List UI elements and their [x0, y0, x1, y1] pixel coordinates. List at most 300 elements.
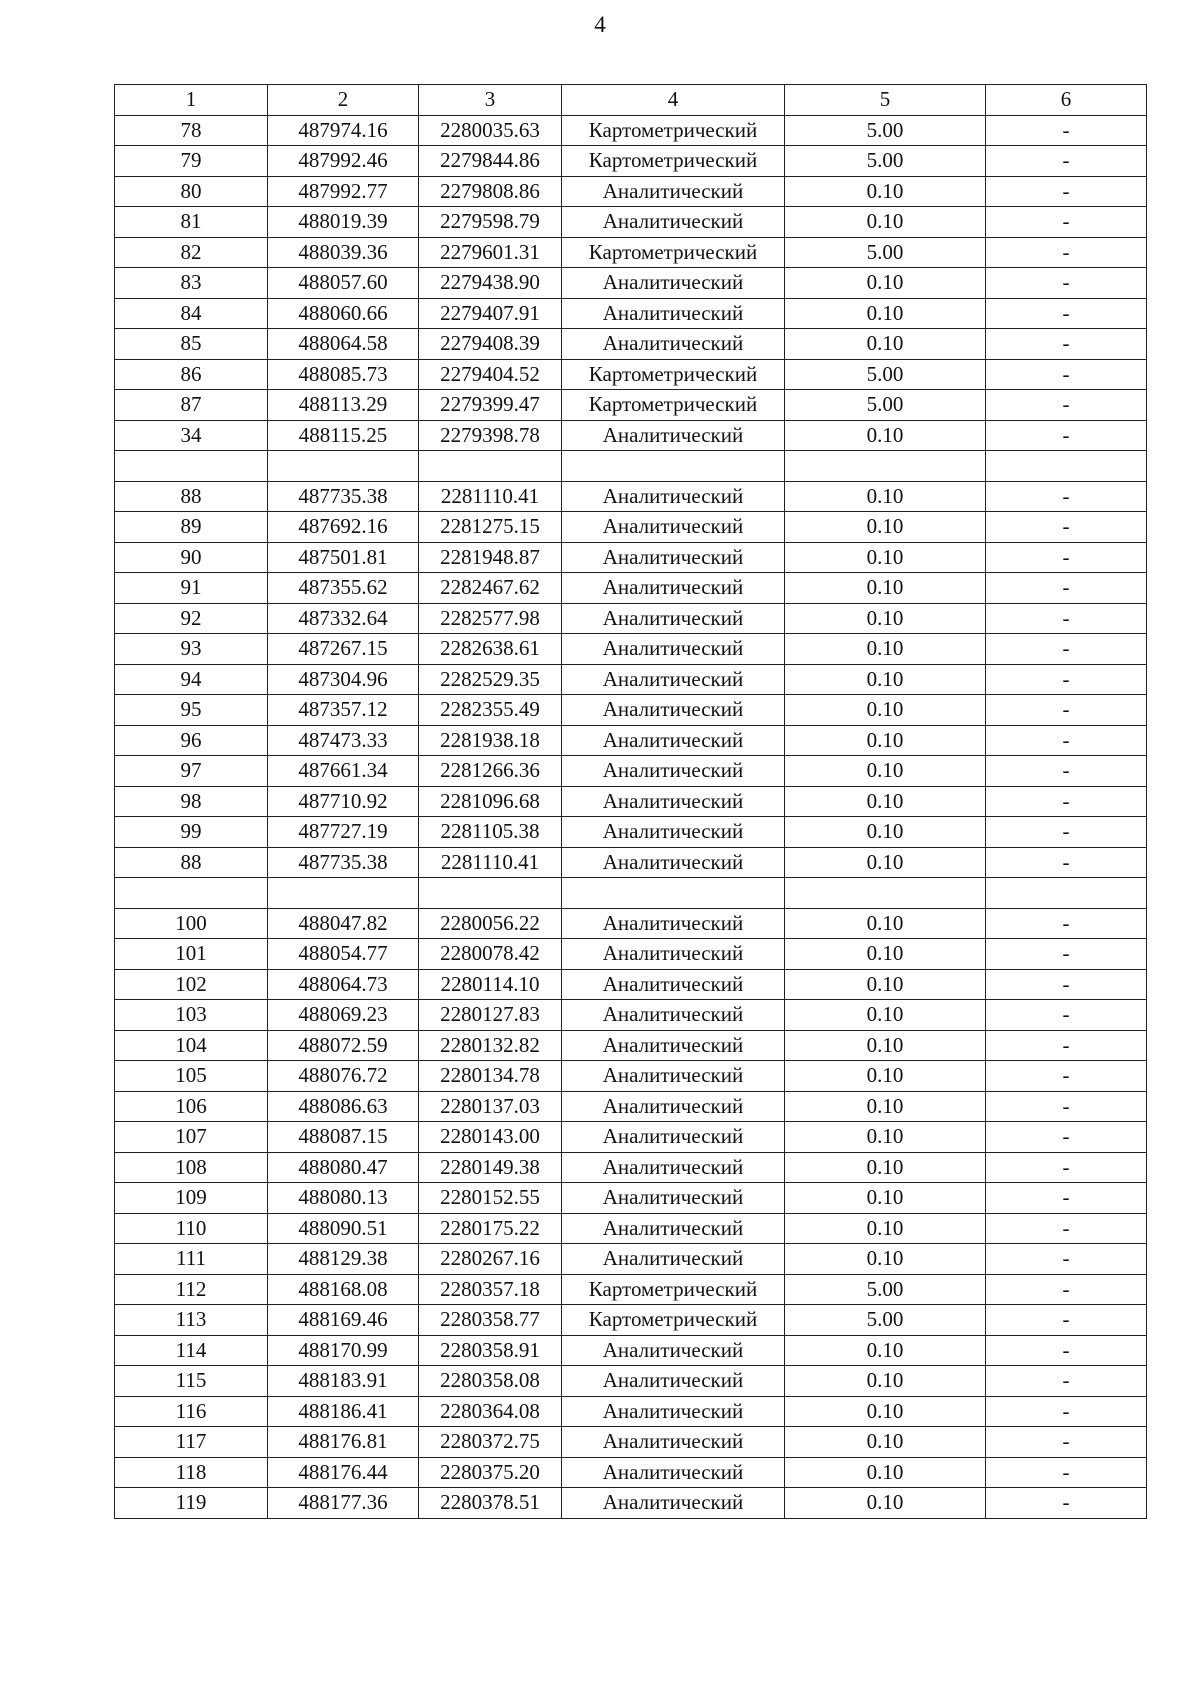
- table-cell: 5.00: [785, 237, 986, 268]
- table-cell: 2280143.00: [419, 1122, 562, 1153]
- table-cell: Картометрический: [562, 146, 785, 177]
- table-cell: 2281110.41: [419, 847, 562, 878]
- table-cell: 488054.77: [268, 939, 419, 970]
- table-cell: 488047.82: [268, 908, 419, 939]
- table-cell: -: [986, 1244, 1147, 1275]
- table-cell: 2280375.20: [419, 1457, 562, 1488]
- table-cell: 487735.38: [268, 481, 419, 512]
- header-cell: 1: [115, 85, 268, 116]
- table-cell: -: [986, 176, 1147, 207]
- table-row: [115, 725, 1147, 756]
- table-cell: -: [986, 1000, 1147, 1031]
- table-row: [115, 359, 1147, 390]
- table-cell: 487710.92: [268, 786, 419, 817]
- table-cell: -: [986, 420, 1147, 451]
- table-cell: 2280056.22: [419, 908, 562, 939]
- table-cell: 101: [115, 939, 268, 970]
- table-cell: 0.10: [785, 1183, 986, 1214]
- table-cell: Аналитический: [562, 1457, 785, 1488]
- table-cell: Картометрический: [562, 237, 785, 268]
- table-cell: 0.10: [785, 847, 986, 878]
- table-cell: 0.10: [785, 1091, 986, 1122]
- table-cell: 95: [115, 695, 268, 726]
- table-cell: [419, 451, 562, 482]
- table-cell: 84: [115, 298, 268, 329]
- table-cell: 488113.29: [268, 390, 419, 421]
- table-cell: 2281096.68: [419, 786, 562, 817]
- table-cell: 0.10: [785, 1244, 986, 1275]
- table-cell: -: [986, 1335, 1147, 1366]
- table-row: [115, 1183, 1147, 1214]
- table-cell: -: [986, 115, 1147, 146]
- table-cell: 110: [115, 1213, 268, 1244]
- table-cell: 2280372.75: [419, 1427, 562, 1458]
- table-cell: 100: [115, 908, 268, 939]
- table-cell: 34: [115, 420, 268, 451]
- table-cell: 2279438.90: [419, 268, 562, 299]
- table-cell: 487661.34: [268, 756, 419, 787]
- table-cell: -: [986, 908, 1147, 939]
- table-cell: Аналитический: [562, 664, 785, 695]
- table-cell: [986, 878, 1147, 909]
- table-cell: 488086.63: [268, 1091, 419, 1122]
- table-cell: 488060.66: [268, 298, 419, 329]
- table-cell: 488057.60: [268, 268, 419, 299]
- table-cell: 5.00: [785, 115, 986, 146]
- table-cell: 488129.38: [268, 1244, 419, 1275]
- table-cell: 0.10: [785, 1030, 986, 1061]
- table-cell: 488076.72: [268, 1061, 419, 1092]
- page-number: 4: [594, 12, 606, 37]
- table-cell: 119: [115, 1488, 268, 1519]
- table-row: [115, 1366, 1147, 1397]
- table-cell: 2280149.38: [419, 1152, 562, 1183]
- table-cell: 111: [115, 1244, 268, 1275]
- table-cell: 0.10: [785, 1427, 986, 1458]
- table-cell: 0.10: [785, 420, 986, 451]
- table-row: [115, 1030, 1147, 1061]
- separator-row: [115, 451, 1147, 482]
- table-row: [115, 1488, 1147, 1519]
- table-cell: 0.10: [785, 268, 986, 299]
- separator-row: [115, 878, 1147, 909]
- table-cell: 2282577.98: [419, 603, 562, 634]
- table-cell: Аналитический: [562, 1152, 785, 1183]
- table-cell: 88: [115, 847, 268, 878]
- table-cell: 0.10: [785, 207, 986, 238]
- table-cell: -: [986, 1488, 1147, 1519]
- table-cell: [562, 878, 785, 909]
- table-cell: Аналитический: [562, 481, 785, 512]
- table-cell: Аналитический: [562, 1122, 785, 1153]
- table-cell: Аналитический: [562, 1213, 785, 1244]
- table-cell: -: [986, 1091, 1147, 1122]
- table-cell: Аналитический: [562, 176, 785, 207]
- table-cell: 5.00: [785, 1274, 986, 1305]
- table-cell: Аналитический: [562, 1030, 785, 1061]
- table-cell: 78: [115, 115, 268, 146]
- table-cell: -: [986, 573, 1147, 604]
- table-cell: 96: [115, 725, 268, 756]
- table-cell: 106: [115, 1091, 268, 1122]
- table-cell: 488176.44: [268, 1457, 419, 1488]
- table-cell: 487473.33: [268, 725, 419, 756]
- table-row: [115, 1274, 1147, 1305]
- table-row: [115, 268, 1147, 299]
- table-cell: 487304.96: [268, 664, 419, 695]
- table-cell: 487992.77: [268, 176, 419, 207]
- table-cell: 0.10: [785, 1213, 986, 1244]
- table-row: [115, 1061, 1147, 1092]
- table-cell: 118: [115, 1457, 268, 1488]
- table-row: [115, 695, 1147, 726]
- table-cell: 2280175.22: [419, 1213, 562, 1244]
- table-row: [115, 969, 1147, 1000]
- table-cell: Аналитический: [562, 1244, 785, 1275]
- table-cell: 0.10: [785, 695, 986, 726]
- table-cell: -: [986, 298, 1147, 329]
- table-row: [115, 603, 1147, 634]
- table-cell: 87: [115, 390, 268, 421]
- table-cell: [115, 878, 268, 909]
- table-cell: 488080.47: [268, 1152, 419, 1183]
- table-row: [115, 908, 1147, 939]
- table-row: [115, 420, 1147, 451]
- table-cell: 2280114.10: [419, 969, 562, 1000]
- table-cell: -: [986, 817, 1147, 848]
- table-row: [115, 1305, 1147, 1336]
- table-cell: 104: [115, 1030, 268, 1061]
- table-cell: Аналитический: [562, 939, 785, 970]
- table-row: [115, 146, 1147, 177]
- table-cell: -: [986, 1122, 1147, 1153]
- table-cell: 2282529.35: [419, 664, 562, 695]
- table-cell: Аналитический: [562, 817, 785, 848]
- table-cell: -: [986, 786, 1147, 817]
- table-cell: [562, 451, 785, 482]
- table-cell: 82: [115, 237, 268, 268]
- table-cell: Аналитический: [562, 1366, 785, 1397]
- table-cell: Аналитический: [562, 1000, 785, 1031]
- table-cell: 488168.08: [268, 1274, 419, 1305]
- table-cell: 2280132.82: [419, 1030, 562, 1061]
- table-cell: Аналитический: [562, 512, 785, 543]
- table-cell: -: [986, 1061, 1147, 1092]
- table-cell: -: [986, 359, 1147, 390]
- table-cell: -: [986, 237, 1147, 268]
- table-cell: 2280358.77: [419, 1305, 562, 1336]
- table-cell: 92: [115, 603, 268, 634]
- table-cell: Аналитический: [562, 634, 785, 665]
- table-cell: 98: [115, 786, 268, 817]
- table-cell: 89: [115, 512, 268, 543]
- table-cell: 488064.73: [268, 969, 419, 1000]
- header-cell: 2: [268, 85, 419, 116]
- table-cell: Картометрический: [562, 390, 785, 421]
- table-cell: 0.10: [785, 817, 986, 848]
- table-cell: Аналитический: [562, 329, 785, 360]
- table-row: [115, 390, 1147, 421]
- table-cell: 2279598.79: [419, 207, 562, 238]
- table-cell: 488177.36: [268, 1488, 419, 1519]
- table-cell: -: [986, 634, 1147, 665]
- table-cell: 97: [115, 756, 268, 787]
- table-row: [115, 664, 1147, 695]
- table-cell: 0.10: [785, 1335, 986, 1366]
- table-cell: 109: [115, 1183, 268, 1214]
- table-row: [115, 298, 1147, 329]
- table-cell: Аналитический: [562, 908, 785, 939]
- table-cell: -: [986, 1152, 1147, 1183]
- table-cell: -: [986, 268, 1147, 299]
- table-cell: 113: [115, 1305, 268, 1336]
- table-cell: 0.10: [785, 1152, 986, 1183]
- table-row: [115, 573, 1147, 604]
- table-row: [115, 1000, 1147, 1031]
- table-row: [115, 786, 1147, 817]
- table-cell: 2279408.39: [419, 329, 562, 360]
- table-cell: 487735.38: [268, 847, 419, 878]
- table-row: [115, 329, 1147, 360]
- table-cell: 2282638.61: [419, 634, 562, 665]
- table-cell: 0.10: [785, 603, 986, 634]
- table-cell: -: [986, 1305, 1147, 1336]
- table-cell: Аналитический: [562, 542, 785, 573]
- table-cell: 107: [115, 1122, 268, 1153]
- table-cell: 488169.46: [268, 1305, 419, 1336]
- table-cell: 0.10: [785, 542, 986, 573]
- table-cell: Аналитический: [562, 1091, 785, 1122]
- table-cell: -: [986, 1457, 1147, 1488]
- table-cell: 0.10: [785, 664, 986, 695]
- table-cell: 0.10: [785, 298, 986, 329]
- table-cell: 2281948.87: [419, 542, 562, 573]
- table-cell: Картометрический: [562, 115, 785, 146]
- table-row: [115, 817, 1147, 848]
- table-cell: 2280378.51: [419, 1488, 562, 1519]
- table-cell: -: [986, 603, 1147, 634]
- table-row: [115, 207, 1147, 238]
- table-cell: Аналитический: [562, 573, 785, 604]
- table-cell: 2279398.78: [419, 420, 562, 451]
- table-row: [115, 542, 1147, 573]
- table-cell: [268, 878, 419, 909]
- table-cell: 5.00: [785, 359, 986, 390]
- table-cell: 2280152.55: [419, 1183, 562, 1214]
- table-row: [115, 1152, 1147, 1183]
- table-cell: 2280267.16: [419, 1244, 562, 1275]
- table-cell: -: [986, 146, 1147, 177]
- table-cell: 487992.46: [268, 146, 419, 177]
- table-cell: 103: [115, 1000, 268, 1031]
- table-cell: Аналитический: [562, 420, 785, 451]
- table-cell: 488069.23: [268, 1000, 419, 1031]
- table-cell: 487692.16: [268, 512, 419, 543]
- table-cell: 2279404.52: [419, 359, 562, 390]
- table-cell: -: [986, 725, 1147, 756]
- table-cell: 488039.36: [268, 237, 419, 268]
- table-row: [115, 1335, 1147, 1366]
- table-cell: 86: [115, 359, 268, 390]
- table-cell: 0.10: [785, 573, 986, 604]
- table-cell: 0.10: [785, 1000, 986, 1031]
- table-cell: 0.10: [785, 1488, 986, 1519]
- table-cell: 0.10: [785, 908, 986, 939]
- table-row: [115, 756, 1147, 787]
- table-cell: 0.10: [785, 1366, 986, 1397]
- table-cell: 487332.64: [268, 603, 419, 634]
- table-cell: 0.10: [785, 1396, 986, 1427]
- table-cell: -: [986, 969, 1147, 1000]
- table-cell: 2281110.41: [419, 481, 562, 512]
- header-row: [115, 85, 1147, 116]
- table-cell: Аналитический: [562, 1396, 785, 1427]
- table-cell: 487727.19: [268, 817, 419, 848]
- table-cell: 5.00: [785, 146, 986, 177]
- table-cell: Аналитический: [562, 695, 785, 726]
- table-cell: 2280137.03: [419, 1091, 562, 1122]
- table-cell: 2279601.31: [419, 237, 562, 268]
- table-cell: 488080.13: [268, 1183, 419, 1214]
- table-cell: 2282355.49: [419, 695, 562, 726]
- table-cell: 112: [115, 1274, 268, 1305]
- table-cell: 0.10: [785, 329, 986, 360]
- table-cell: 487267.15: [268, 634, 419, 665]
- table-cell: 2280357.18: [419, 1274, 562, 1305]
- table-cell: -: [986, 1427, 1147, 1458]
- table-row: [115, 1213, 1147, 1244]
- table-cell: 91: [115, 573, 268, 604]
- table-cell: 488186.41: [268, 1396, 419, 1427]
- table-cell: [785, 451, 986, 482]
- table-cell: Аналитический: [562, 268, 785, 299]
- header-cell: 3: [419, 85, 562, 116]
- table-cell: 85: [115, 329, 268, 360]
- table-cell: Аналитический: [562, 786, 785, 817]
- table-row: [115, 634, 1147, 665]
- table-cell: 488072.59: [268, 1030, 419, 1061]
- table-cell: 83: [115, 268, 268, 299]
- table-cell: 79: [115, 146, 268, 177]
- table-cell: 0.10: [785, 1061, 986, 1092]
- table-cell: -: [986, 1183, 1147, 1214]
- table-cell: -: [986, 207, 1147, 238]
- table-cell: 93: [115, 634, 268, 665]
- table-cell: 0.10: [785, 756, 986, 787]
- table-cell: Аналитический: [562, 1183, 785, 1214]
- table-cell: Аналитический: [562, 1335, 785, 1366]
- table-row: [115, 1396, 1147, 1427]
- table-cell: 0.10: [785, 786, 986, 817]
- table-cell: 115: [115, 1366, 268, 1397]
- table-cell: 487974.16: [268, 115, 419, 146]
- table-body: [115, 85, 1147, 1519]
- table-cell: 94: [115, 664, 268, 695]
- table-row: [115, 1427, 1147, 1458]
- table-cell: 2281275.15: [419, 512, 562, 543]
- table-cell: 2279844.86: [419, 146, 562, 177]
- table-row: [115, 512, 1147, 543]
- table-cell: 487355.62: [268, 573, 419, 604]
- table-cell: 488176.81: [268, 1427, 419, 1458]
- table-cell: -: [986, 1213, 1147, 1244]
- table-cell: 2280364.08: [419, 1396, 562, 1427]
- table-cell: -: [986, 512, 1147, 543]
- table-cell: -: [986, 756, 1147, 787]
- table-cell: 0.10: [785, 634, 986, 665]
- table-cell: -: [986, 664, 1147, 695]
- table-row: [115, 481, 1147, 512]
- table-cell: -: [986, 542, 1147, 573]
- table-cell: Аналитический: [562, 725, 785, 756]
- table-cell: 2281105.38: [419, 817, 562, 848]
- table-cell: 102: [115, 969, 268, 1000]
- table-cell: 0.10: [785, 939, 986, 970]
- table-cell: -: [986, 390, 1147, 421]
- table-cell: 2279808.86: [419, 176, 562, 207]
- table-cell: 2281938.18: [419, 725, 562, 756]
- table-cell: Картометрический: [562, 359, 785, 390]
- table-row: [115, 847, 1147, 878]
- table-cell: 90: [115, 542, 268, 573]
- table-cell: 2280078.42: [419, 939, 562, 970]
- table-cell: 117: [115, 1427, 268, 1458]
- table-cell: 2280358.08: [419, 1366, 562, 1397]
- table-cell: 488085.73: [268, 359, 419, 390]
- header-cell: 4: [562, 85, 785, 116]
- table-cell: Аналитический: [562, 603, 785, 634]
- table-row: [115, 1244, 1147, 1275]
- table-cell: 2279407.91: [419, 298, 562, 329]
- table-cell: 116: [115, 1396, 268, 1427]
- table-cell: -: [986, 481, 1147, 512]
- table-cell: Аналитический: [562, 969, 785, 1000]
- table-cell: 105: [115, 1061, 268, 1092]
- table-cell: 0.10: [785, 969, 986, 1000]
- table-cell: 2280035.63: [419, 115, 562, 146]
- table-cell: 2280358.91: [419, 1335, 562, 1366]
- table-cell: Аналитический: [562, 298, 785, 329]
- header-cell: 5: [785, 85, 986, 116]
- table-cell: 5.00: [785, 1305, 986, 1336]
- table-cell: 2281266.36: [419, 756, 562, 787]
- table-cell: 80: [115, 176, 268, 207]
- table-cell: -: [986, 939, 1147, 970]
- table-cell: -: [986, 1396, 1147, 1427]
- table-cell: 2282467.62: [419, 573, 562, 604]
- table-cell: 0.10: [785, 1457, 986, 1488]
- table-cell: 0.10: [785, 1122, 986, 1153]
- table-row: [115, 115, 1147, 146]
- table-cell: [986, 451, 1147, 482]
- table-cell: Аналитический: [562, 1061, 785, 1092]
- coordinates-table: [114, 84, 1147, 1519]
- table-cell: [419, 878, 562, 909]
- table-cell: 488115.25: [268, 420, 419, 451]
- table-cell: 488019.39: [268, 207, 419, 238]
- table-cell: 0.10: [785, 176, 986, 207]
- table-cell: 0.10: [785, 725, 986, 756]
- table-cell: -: [986, 329, 1147, 360]
- table-cell: Аналитический: [562, 756, 785, 787]
- table-cell: [268, 451, 419, 482]
- table-cell: 88: [115, 481, 268, 512]
- table-cell: 488064.58: [268, 329, 419, 360]
- table-cell: 114: [115, 1335, 268, 1366]
- table-cell: 488183.91: [268, 1366, 419, 1397]
- table-cell: [785, 878, 986, 909]
- table-cell: Аналитический: [562, 207, 785, 238]
